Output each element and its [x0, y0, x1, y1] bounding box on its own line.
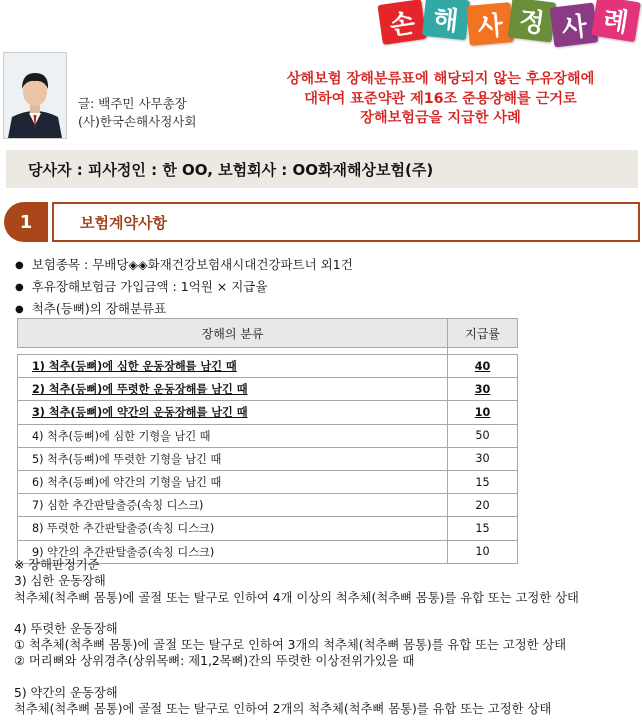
bullet-item: ● 척추(등뼈)의 장해분류표	[15, 299, 353, 321]
section-title: 보험계약사항	[80, 214, 167, 232]
banner-char-2: 해	[422, 0, 470, 40]
row-label: 4) 척추(등뼈)에 심한 기형을 남긴 때	[18, 424, 448, 447]
header-rate: 지급률	[448, 319, 518, 348]
table-row	[18, 355, 518, 378]
bullet-item: ● 후유장해보험금 가입금액 : 1억원 × 지급율	[15, 277, 353, 299]
table-row	[18, 378, 518, 401]
author-org: (사)한국손해사정사회	[78, 114, 197, 129]
row-rate: 10	[448, 401, 518, 424]
criteria-3-text: 척추체(척추뼈 몸통)에 골절 또는 탈구로 인하여 4개 이상의 척추체(척추뼈 몸통)를 유합 또는 고정한 상태	[14, 590, 579, 605]
row-rate: 30	[448, 447, 518, 470]
table-header-row	[18, 319, 518, 348]
row-label: 3) 척추(등뼈)에 약간의 운동장해를 남긴 때	[18, 401, 448, 424]
banner-char-4: 정	[508, 0, 557, 43]
judgment-criteria	[14, 557, 579, 717]
row-rate: 40	[448, 355, 518, 378]
row-label: 1) 척추(등뼈)에 심한 운동장해를 남긴 때	[18, 355, 448, 378]
table-row	[18, 494, 518, 517]
table-row	[18, 401, 518, 424]
banner-logo	[380, 0, 642, 48]
row-label: 8) 뚜렷한 추간판탈출증(속칭 디스크)	[18, 517, 448, 540]
bullet-item: ● 보험종목 : 무배당◈◈화재건강보험새시대건강파트너 외1건	[15, 255, 353, 277]
parties-bar	[6, 150, 638, 188]
table-row	[18, 424, 518, 447]
criteria-heading: ※ 장해판정기준	[14, 558, 100, 572]
title-line-1: 상해보험 장해분류표에 해당되지 않는 후유장해에	[286, 71, 595, 87]
criteria-4-title: 4) 뚜렷한 운동장해	[14, 621, 118, 636]
criteria-4-text-1: ① 척추체(척추뼈 몸통)에 골절 또는 탈구로 인하여 3개의 척추체(척추뼈 몸통)를 유합 또는 고정한 상태	[14, 638, 567, 653]
section-number: 1	[4, 202, 48, 242]
row-rate: 50	[448, 424, 518, 447]
row-rate: 20	[448, 494, 518, 517]
article-title	[248, 70, 633, 129]
author-info	[78, 95, 196, 131]
row-label: 5) 척추(등뼈)에 뚜렷한 기형을 남긴 때	[18, 447, 448, 470]
contract-bullets	[15, 255, 353, 321]
author-name: 글: 백주민 사무총장	[78, 96, 187, 111]
criteria-3-title: 3) 심한 운동장해	[14, 574, 106, 589]
row-rate: 15	[448, 517, 518, 540]
table-row	[18, 517, 518, 540]
table-row	[18, 470, 518, 493]
row-label: 6) 척추(등뼈)에 약간의 기형을 남긴 때	[18, 470, 448, 493]
criteria-4-text-2: ② 머리뼈와 상위경추(상위목뼈: 제1,2목뼈)간의 뚜렷한 이상전위가있을 때	[14, 654, 415, 669]
banner-char-3: 사	[466, 2, 513, 46]
banner-char-1: 손	[377, 0, 426, 45]
criteria-5-title: 5) 약간의 운동장해	[14, 685, 118, 700]
criteria-5-text: 척추체(척추뼈 몸통)에 골절 또는 탈구로 인하여 2개의 척추체(척추뼈 몸통)를 유합 또는 고정한 상태	[14, 702, 552, 717]
disability-table	[17, 318, 518, 564]
row-rate: 10	[448, 540, 518, 563]
table-row	[18, 447, 518, 470]
title-line-3: 장해보험금을 지급한 사례	[360, 110, 521, 126]
row-label: 7) 심한 추간판탈출증(속칭 디스크)	[18, 494, 448, 517]
parties-text: 당사자 : 피사정인 : 한 OO, 보험회사 : OO화재해상보험(주)	[28, 160, 434, 179]
row-rate: 30	[448, 378, 518, 401]
banner-char-5: 사	[550, 2, 599, 47]
banner-char-6: 례	[591, 0, 641, 42]
author-photo	[3, 52, 67, 139]
row-label: 2) 척추(등뼈)에 뚜렷한 운동장해를 남긴 때	[18, 378, 448, 401]
row-label: 9) 약간의 추간판탈출증(속칭 디스크)	[18, 540, 448, 563]
title-line-2: 대하여 표준약관 제16조 준용장해를 근거로	[304, 90, 577, 107]
row-rate: 15	[448, 470, 518, 493]
header-category: 장해의 분류	[18, 319, 448, 348]
